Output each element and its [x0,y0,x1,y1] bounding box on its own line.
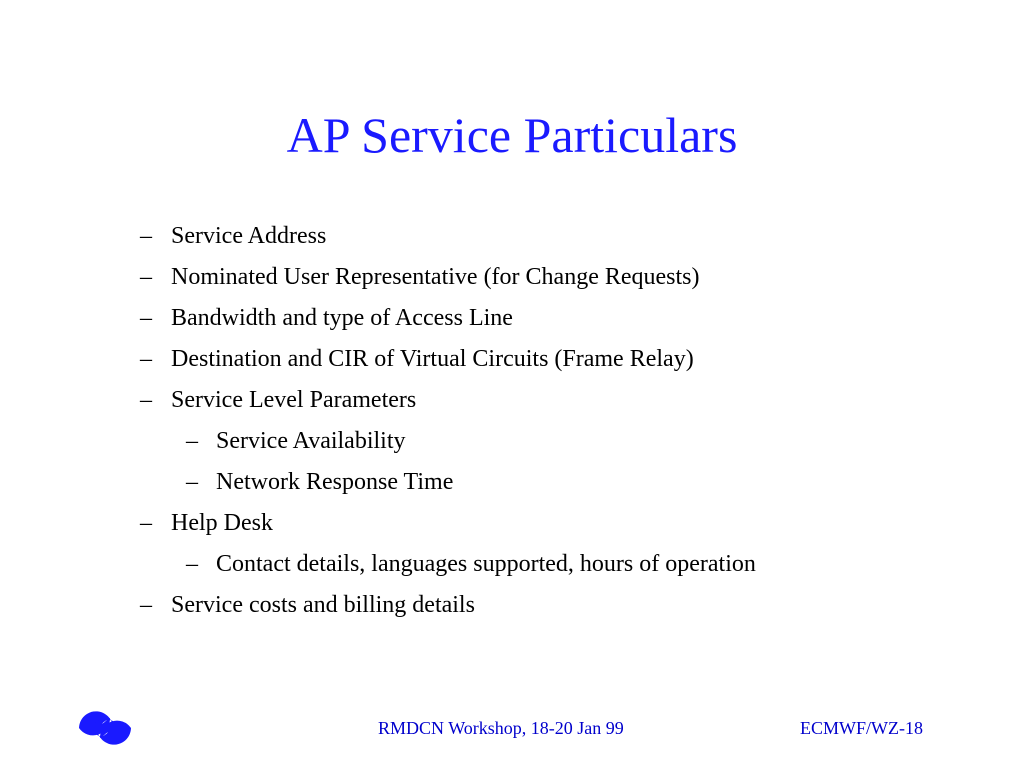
bullet-dash: – [140,510,152,536]
bullet-dash: – [140,305,152,331]
bullet-dash: – [140,223,152,249]
bullet-text: Help Desk [171,510,273,536]
bullet-item [140,257,990,298]
bullet-text: Bandwidth and type of Access Line [171,305,513,331]
sub-bullet-item [140,462,990,503]
bullet-dash: – [186,428,198,454]
bullet-text: Service Address [171,223,327,249]
slide-title: AP Service Particulars [286,107,738,163]
bullet-text: Destination and CIR of Virtual Circuits (Frame Relay) [171,346,694,372]
bullet-item [140,298,990,339]
footer-workshop-label: RMDCN Workshop, 18-20 Jan 99 [378,718,624,738]
bullet-dash: – [140,264,152,290]
bullet-text: Contact details, languages supported, hours of operation [216,551,756,577]
bullet-dash: – [140,592,152,618]
bullet-dash: – [140,387,152,413]
bullet-text: Nominated User Representative (for Change Requests) [171,264,700,290]
logo-center-bar [94,725,116,731]
bullet-list [140,216,990,626]
bullet-text: Network Response Time [216,469,454,495]
bullet-text: Service Level Parameters [171,387,417,413]
bullet-item [140,380,990,421]
footer-slide-id: ECMWF/WZ-18 [800,718,923,738]
sub-bullet-item [140,544,990,585]
bullet-text: Service costs and billing details [171,592,475,618]
bullet-text: Service Availability [216,428,406,454]
bullet-dash: – [186,469,198,495]
bullet-dash: – [186,551,198,577]
bullet-item [140,216,990,257]
sub-bullet-item [140,421,990,462]
ecmwf-logo-icon [76,708,134,748]
bullet-item [140,503,990,544]
bullet-dash: – [140,346,152,372]
bullet-item [140,585,990,626]
bullet-item [140,339,990,380]
